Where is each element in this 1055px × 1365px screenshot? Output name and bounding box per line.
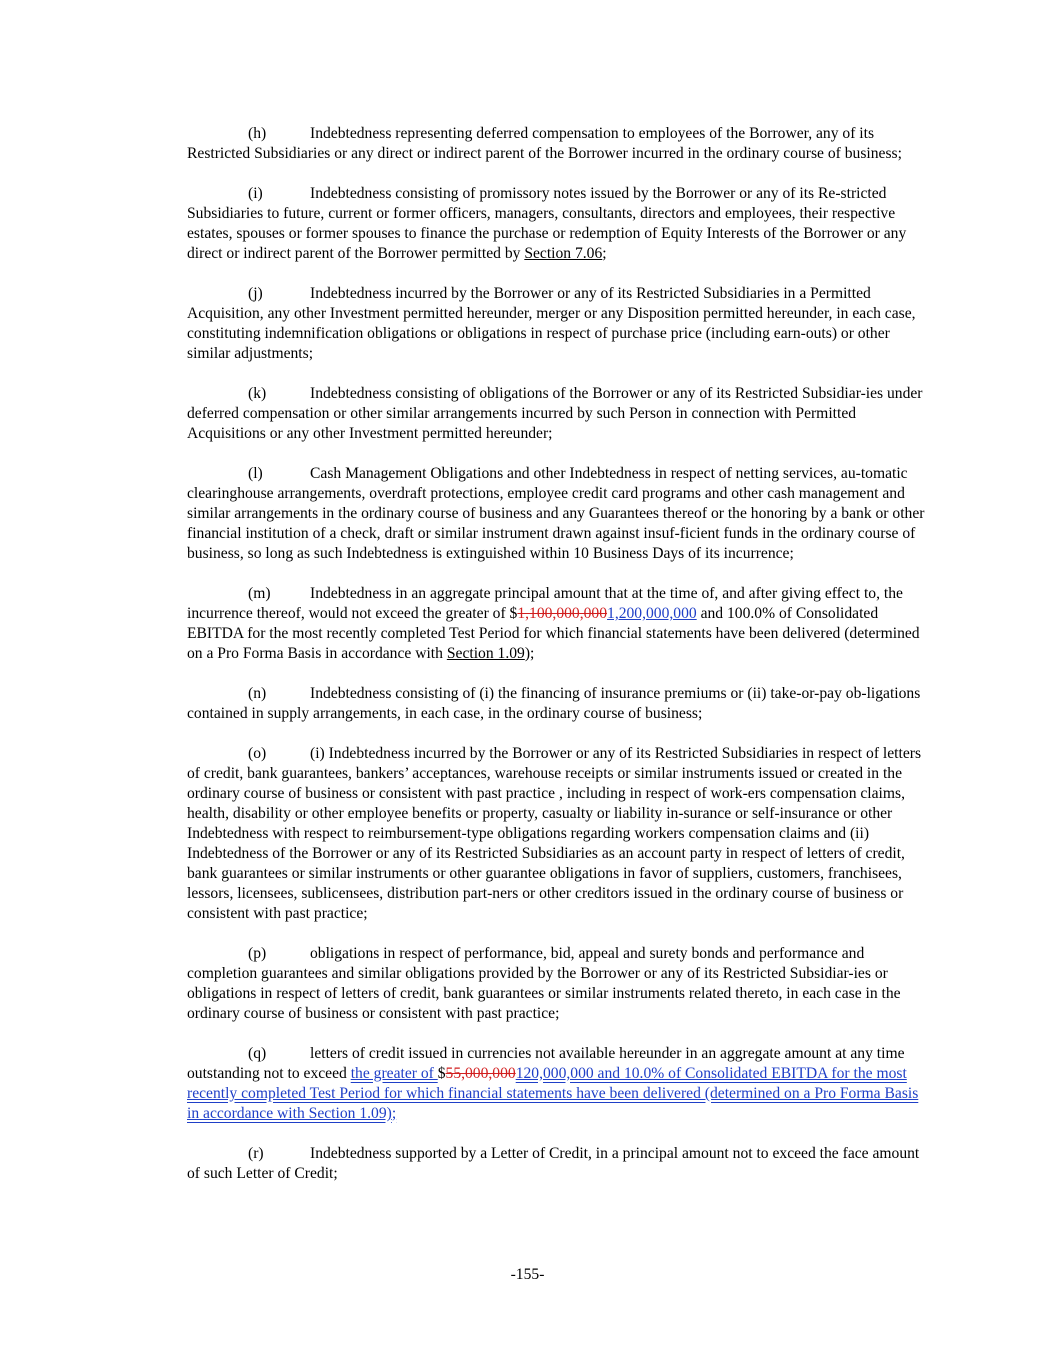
paragraph-text: obligations in respect of performance, bid, appeal and surety bonds and performance and completion guarantees and similar obligations provided by the Borrower or any of its Restricted Subsidiar-ies or obligations in respect of letters of credit, bank guarantees or similar instruments related thereto, in each case in the ordinary course of business or consistent with past practice; bbox=[187, 945, 901, 1022]
inserted-text: 120,000,000 and 10.0% of Consolidated EBITDA for the most recently completed Test Period for which financial statements have been delivered (determined on a Pro Forma Basis in accordance with Section 1.09) bbox=[187, 1065, 919, 1122]
paragraph-label: (i) bbox=[248, 185, 263, 202]
paragraph-r bbox=[187, 1144, 932, 1184]
document-body bbox=[187, 124, 932, 1204]
paragraph-m bbox=[187, 584, 932, 664]
paragraph-text: letters of credit issued in currencies not available hereunder in an aggregate amount at any time outstanding not to exceed bbox=[187, 1045, 905, 1082]
paragraph-label: (k) bbox=[248, 385, 267, 402]
paragraph-label: (h) bbox=[248, 125, 267, 142]
paragraph-text: Indebtedness consisting of (i) the financing of insurance premiums or (ii) take-or-pay ob-ligations contained in supply arrangements, in each case, in the ordinary course of business; bbox=[187, 685, 921, 722]
paragraph-text: Indebtedness representing deferred compensation to employees of the Borrower, any of its Restricted Subsidiaries or any direct or indirect parent of the Borrower incurred in the ordinary course of business; bbox=[187, 125, 902, 162]
paragraph-text: Indebtedness consisting of promissory notes issued by the Borrower or any of its Re-stricted Subsidiaries to future, current or former officers, managers, consultants, directors and employees, their respective estates, spouses or former spouses to finance the purchase or redemption of Equity Interests of the Borrower or any direct or indirect parent of the Borrower permitted by bbox=[187, 185, 907, 262]
paragraph-i bbox=[187, 184, 932, 264]
inserted-text: 1,200,000,000 bbox=[607, 605, 697, 622]
paragraph-text-mid: and 100.0% of Consolidated EBITDA for the most recently completed Test Period for which financial statements have been delivered (determined on a Pro Forma Basis in accordance with bbox=[187, 605, 920, 662]
dollar-sign: $ bbox=[437, 1065, 446, 1082]
paragraph-label: (n) bbox=[248, 685, 267, 702]
paragraph-text: (i) Indebtedness incurred by the Borrower or any of its Restricted Subsidiaries in respect of letters of credit, bank guarantees, bankers’ acceptances, warehouse receipts or similar instruments issued or created in the ordinary course of business or consistent with past practice , including in respect of work-ers compensation claims, health, disability or other employee benefits or property, casualty or liability in-surance or self-insurance or other Indebtedness with respect to reimbursement-type obligations regarding workers compensation claims and (ii) Indebtedness of the Borrower or any of its Restricted Subsidiaries as an account party in respect of letters of credit, bank guarantees or similar instruments or other guarantee obligations in favor of suppliers, customers, franchisees, lessors, licensees, sublicensees, distribution part-ners or other creditors issued in the ordinary course of business or consistent with past practice; bbox=[187, 745, 922, 922]
paragraph-label: (q) bbox=[248, 1045, 267, 1062]
paragraph-label: (o) bbox=[248, 745, 267, 762]
paragraph-n bbox=[187, 684, 932, 724]
inserted-text-prefix: the greater of bbox=[350, 1065, 438, 1082]
paragraph-text: Indebtedness incurred by the Borrower or any of its Restricted Subsidiaries in a Permitted Acquisition, any other Investment permitted hereunder, merger or any Disposition permitted hereunder, in each case, constituting indemnification obligations or obligations in respect of purchase price (including earn-outs) or other similar adjustments; bbox=[187, 285, 916, 362]
paragraph-q bbox=[187, 1044, 932, 1124]
page-number: -155- bbox=[510, 1266, 545, 1283]
section-reference: Section 7.06 bbox=[524, 245, 603, 262]
paragraph-label: (p) bbox=[248, 945, 267, 962]
paragraph-text: Cash Management Obligations and other Indebtedness in respect of netting services, au-tomatic clearinghouse arrangements, overdraft protections, employee credit card programs and other cash management and similar arrangements in the ordinary course of business and any Guarantees thereof or the honoring by a bank or other financial institution of a check, draft or similar instrument drawn against insuf-ficient funds in the ordinary course of business, so long as such Indebtedness is extinguished within 10 Business Days of its incurrence; bbox=[187, 465, 925, 562]
paragraph-k bbox=[187, 384, 932, 444]
paragraph-o bbox=[187, 744, 932, 924]
paragraph-text: Indebtedness in an aggregate principal amount that at the time of, and after giving effect to, the incurrence thereof, would not exceed the greater of $ bbox=[187, 585, 903, 622]
section-reference: Section 1.09 bbox=[446, 645, 525, 662]
paragraph-p bbox=[187, 944, 932, 1024]
paragraph-text: Indebtedness consisting of obligations of the Borrower or any of its Restricted Subsidiar-ies under deferred compensation or other similar arrangements incurred by such Person in connection with Permitted Acquisitions or any other Investment permitted hereunder; bbox=[187, 385, 923, 442]
paragraph-l bbox=[187, 464, 932, 564]
deleted-text: 1,100,000,000 bbox=[517, 605, 608, 622]
paragraph-label: (m) bbox=[248, 585, 271, 602]
paragraph-h bbox=[187, 124, 932, 164]
paragraph-label: (r) bbox=[248, 1145, 264, 1162]
paragraph-text: Indebtedness supported by a Letter of Credit, in a principal amount not to exceed the face amount of such Letter of Credit; bbox=[187, 1145, 920, 1182]
paragraph-text-end: ; bbox=[602, 245, 607, 262]
paragraph-j bbox=[187, 284, 932, 364]
paragraph-text-end: ); bbox=[524, 645, 535, 662]
paragraph-label: (l) bbox=[248, 465, 263, 482]
paragraph-label: (j) bbox=[248, 285, 263, 302]
paragraph-text-end: ; bbox=[391, 1105, 397, 1122]
deleted-text: 55,000,000 bbox=[445, 1065, 516, 1082]
